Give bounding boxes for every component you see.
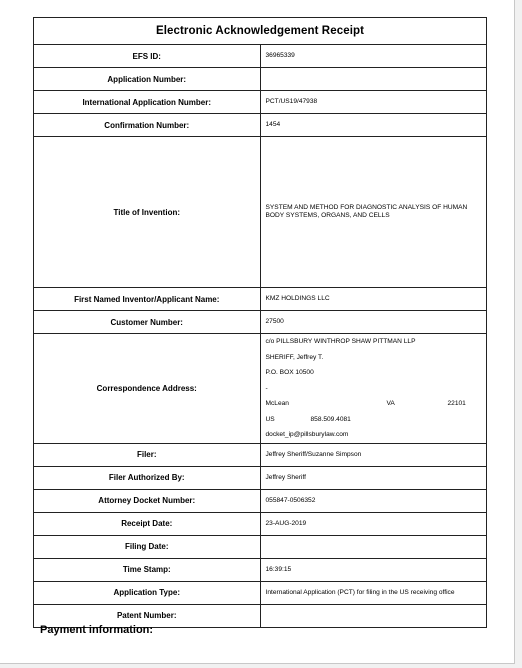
table-row: [34, 443, 487, 466]
application-type-value: International Application (PCT) for filing in the US receiving office: [260, 581, 487, 604]
table-row: [34, 114, 487, 137]
time-stamp-value: 16:39:15: [260, 558, 487, 581]
table-row: [34, 334, 487, 444]
confirmation-number-label: Confirmation Number:: [34, 114, 261, 137]
first-named-inventor-label: First Named Inventor/Applicant Name:: [34, 288, 261, 311]
attorney-docket-number-value: 055847-0506352: [260, 489, 487, 512]
address-line-4: -: [265, 384, 268, 392]
table-row: [34, 311, 487, 334]
address-phone: 858.509.4081: [310, 415, 351, 423]
efs-id-label: EFS ID:: [34, 45, 261, 68]
address-state: VA: [386, 400, 395, 407]
table-row: [34, 535, 487, 558]
address-city: McLean: [265, 400, 289, 407]
table-row: [34, 68, 487, 91]
table-row: [34, 512, 487, 535]
application-type-label: Application Type:: [34, 581, 261, 604]
receipt-title: Electronic Acknowledgement Receipt: [34, 18, 487, 45]
table-row: [34, 581, 487, 604]
international-application-number-label: International Application Number:: [34, 91, 261, 114]
correspondence-address-label: Correspondence Address:: [34, 334, 261, 444]
payment-information-heading: Payment information:: [40, 624, 154, 636]
customer-number-value: 27500: [260, 311, 487, 334]
correspondence-address-value: [260, 334, 487, 444]
attorney-docket-number-label: Attorney Docket Number:: [34, 489, 261, 512]
filer-label: Filer:: [34, 443, 261, 466]
customer-number-label: Customer Number:: [34, 311, 261, 334]
address-line-2: SHERIFF, Jeffrey T.: [265, 353, 324, 361]
application-number-value: [260, 68, 487, 91]
title-of-invention-value: SYSTEM AND METHOD FOR DIAGNOSTIC ANALYSIS OF HUMAN BODY SYSTEMS, ORGANS, AND CELLS: [260, 137, 487, 288]
filer-value: Jeffrey Sheriff/Suzanne Simpson: [260, 443, 487, 466]
title-row: [34, 18, 487, 45]
address-line-1: c/o PILLSBURY WINTHROP SHAW PITTMAN LLP: [265, 338, 416, 345]
address-email: docket_ip@pillsburylaw.com: [265, 431, 349, 438]
receipt-date-label: Receipt Date:: [34, 512, 261, 535]
filing-date-label: Filing Date:: [34, 535, 261, 558]
title-of-invention-label: Title of Invention:: [34, 137, 261, 288]
acknowledgement-receipt-table: [33, 17, 487, 628]
address-country: US: [265, 415, 275, 423]
table-row: [34, 137, 487, 288]
address-city-line: [266, 396, 483, 412]
filing-date-value: [260, 535, 487, 558]
time-stamp-label: Time Stamp:: [34, 558, 261, 581]
address-zip: 22101: [447, 400, 466, 407]
patent-number-value: [260, 604, 487, 627]
table-row: [34, 466, 487, 489]
table-row: [34, 489, 487, 512]
address-country-line: [266, 412, 483, 428]
international-application-number-value: PCT/US19/47938: [260, 91, 487, 114]
application-number-label: Application Number:: [34, 68, 261, 91]
table-row: [34, 558, 487, 581]
efs-id-value: 36965339: [260, 45, 487, 68]
confirmation-number-value: 1454: [260, 114, 487, 137]
filer-authorized-by-value: Jeffrey Sheriff: [260, 466, 487, 489]
address-line-3: P.O. BOX 10500: [265, 369, 314, 376]
table-row: [34, 288, 487, 311]
patent-number-label: Patent Number:: [34, 604, 261, 627]
first-named-inventor-value: KMZ HOLDINGS LLC: [260, 288, 487, 311]
table-row: [34, 45, 487, 68]
receipt-date-value: 23-AUG-2019: [260, 512, 487, 535]
table-row: [34, 91, 487, 114]
filer-authorized-by-label: Filer Authorized By:: [34, 466, 261, 489]
